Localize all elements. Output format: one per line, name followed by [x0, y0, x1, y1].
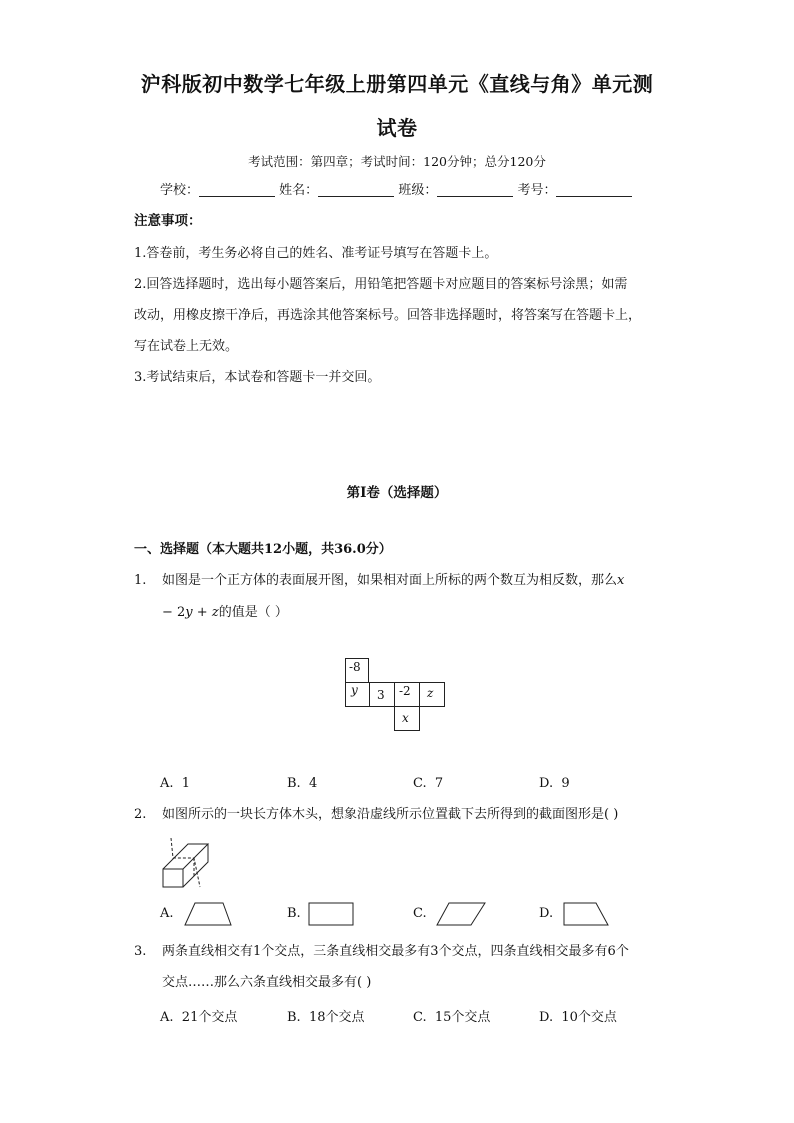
q3-option-a[interactable]: A. 21个交点 [160, 1010, 238, 1025]
title-line-2: 试卷 [376, 116, 418, 140]
q1-option-d[interactable]: D. 9 [539, 776, 570, 791]
school-label: 学校： [160, 183, 200, 198]
class-label: 班级： [398, 183, 438, 198]
q1-expr-part-c: 的值是（ ） [218, 605, 288, 620]
q3-text-line-1: 两条直线相交有1个交点，三条直线相交最多有3个交点，四条直线相交最多有6个 [162, 944, 629, 959]
rectangle-shape [308, 902, 356, 927]
notice-item-1: 1.答卷前，考生务必将自己的姓名、准考证号填写在答题卡上。 [134, 246, 498, 261]
notice-item-2-line-3: 写在试卷上无效。 [134, 339, 239, 354]
exam-info: 考试范围：第四章；考试时间：120分钟；总分120分 [248, 154, 546, 169]
var-x: x [617, 573, 625, 588]
number-label: 考号： [517, 183, 557, 198]
class-blank[interactable] [437, 183, 513, 197]
q1-number: 1. [134, 573, 147, 588]
name-label: 姓名： [279, 183, 319, 198]
net-cell-z: z [419, 682, 445, 707]
q1-text: 如图是一个正方体的表面展开图，如果相对面上所标的两个数互为相反数，那么 [162, 573, 618, 588]
q1-option-c[interactable]: C. 7 [413, 776, 444, 791]
cube-net-figure [345, 658, 447, 734]
q2-option-b[interactable]: B. [287, 906, 301, 921]
q3-option-b[interactable]: B. 18个交点 [287, 1010, 365, 1025]
notice-item-2-line-1: 2.回答选择题时，选出每小题答案后，用铅笔把答题卡对应题目的答案标号涂黑；如需 [134, 277, 628, 292]
q3-number: 3. [134, 944, 147, 959]
section-title: 第I卷（选择题） [346, 485, 448, 501]
q1-text-line-1 [162, 574, 624, 587]
var-z: z [211, 605, 219, 620]
notice-item-2-line-2: 改动，用橡皮擦干净后，再选涂其他答案标号。回答非选择题时，将答案写在答题卡上， [134, 308, 642, 323]
q1-expr-part-a: − 2 [162, 605, 186, 620]
info-fields-row [160, 183, 632, 197]
net-cell-3: 3 [369, 682, 395, 707]
q2-text: 如图所示的一块长方体木头，想象沿虚线所示位置截下去所得到的截面图形是( ) [162, 807, 619, 822]
q1-option-a[interactable]: A. 1 [160, 776, 191, 791]
q3-text-line-2: 交点……那么六条直线相交最多有( ) [162, 975, 372, 990]
q3-option-d[interactable]: D. 10个交点 [539, 1010, 617, 1025]
net-cell-x: x [394, 706, 420, 731]
q1-expr-part-b: + [192, 605, 212, 620]
trapezoid-shape [183, 902, 233, 927]
net-cell-y: y [345, 682, 370, 707]
notice-item-3: 3.考试结束后，本试卷和答题卡一并交回。 [134, 370, 381, 385]
net-cell-neg2: -2 [394, 682, 420, 707]
part-heading: 一、选择题（本大题共12小题，共36.0分） [134, 542, 392, 557]
q2-option-d[interactable]: D. [539, 906, 554, 921]
right-trapezoid-shape [562, 902, 610, 927]
notice-heading: 注意事项： [134, 213, 202, 229]
name-blank[interactable] [318, 183, 394, 197]
number-blank[interactable] [556, 183, 632, 197]
q1-text-line-2 [162, 606, 288, 619]
q2-option-c[interactable]: C. [413, 906, 427, 921]
school-blank[interactable] [199, 183, 275, 197]
q1-option-b[interactable]: B. 4 [287, 776, 318, 791]
cuboid-figure [158, 836, 218, 892]
q2-number: 2. [134, 807, 147, 822]
title-line-1: 沪科版初中数学七年级上册第四单元《直线与角》单元测 [140, 72, 654, 96]
parallelogram-shape [435, 902, 487, 927]
q2-option-a[interactable]: A. [160, 906, 174, 921]
q3-option-c[interactable]: C. 15个交点 [413, 1010, 491, 1025]
var-y: y [185, 605, 193, 620]
net-cell-top: -8 [345, 658, 369, 683]
